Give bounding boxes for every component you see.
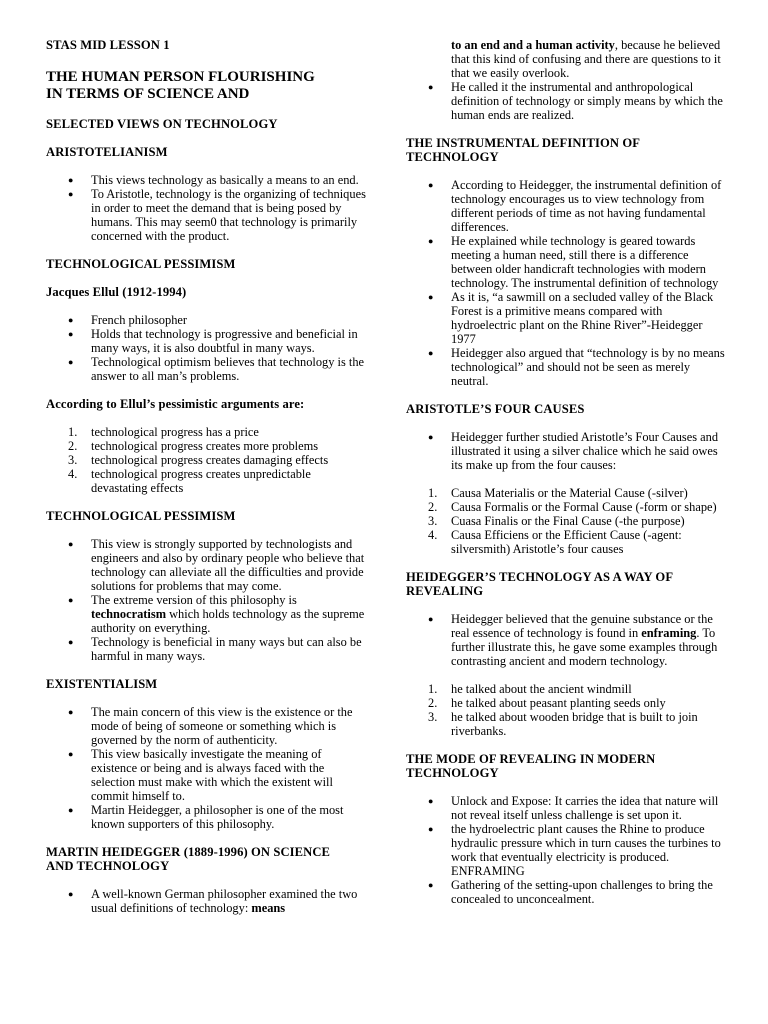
- page-title-line2: IN TERMS OF SCIENCE AND: [46, 86, 250, 102]
- four-causes-intro-list: [406, 430, 730, 472]
- bullet-icon: ●: [68, 175, 74, 185]
- bullet-icon: ●: [428, 432, 434, 442]
- ellul-arguments-list: [46, 425, 370, 495]
- page-title-line1: THE HUMAN PERSON FLOURISHING: [46, 69, 315, 85]
- modern-heading-line2: TECHNOLOGY: [406, 766, 499, 780]
- selected-views-heading: SELECTED VIEWS ON TECHNOLOGY: [46, 117, 278, 131]
- list-item: 1. Causa Materialis or the Material Cause (-silver): [428, 486, 688, 500]
- list-item: 2. technological progress creates more problems: [68, 439, 319, 453]
- list-item: 2. he talked about peasant planting seeds only: [428, 696, 666, 710]
- heidegger-list: [46, 887, 370, 915]
- tech-pessimism-heading-2: TECHNOLOGICAL PESSIMISM: [46, 509, 236, 523]
- list-item: ● Heidegger believed that the genuine substance or the real essence of technology is found in enframing. To further illustrate this, he gave some examples through contrasting ancient and modern technology.: [428, 612, 718, 668]
- list-item: ● French philosopher: [68, 313, 188, 327]
- bullet-icon: ●: [428, 180, 434, 190]
- right-column-content: [406, 38, 730, 906]
- list-item: 3. technological progress creates damaging effects: [68, 453, 329, 467]
- instrumental-heading-line1: THE INSTRUMENTAL DEFINITION OF: [406, 136, 641, 150]
- aristotelianism-list: [46, 173, 370, 243]
- ellul-list: [46, 313, 370, 383]
- list-item: ● This view basically investigate the meaning of existence or being and is always faced with the selection must make with which the existent will commit himself to.: [68, 747, 333, 803]
- list-item: to an end and a human activity, because he believed that this kind of confusing and there are questions to it that we easily overlook.: [451, 38, 721, 80]
- revealing-list: [406, 612, 730, 668]
- four-causes-list: [406, 486, 730, 556]
- bullet-icon: ●: [428, 614, 434, 624]
- list-item: ● This view is strongly supported by technologists and engineers and also by ordinary people who believe that technology can alleviate all the difficulties and provide solutions for problems that may come.: [68, 537, 365, 593]
- ellul-subheading: Jacques Ellul (1912-1994): [46, 285, 187, 299]
- bullet-icon: ●: [428, 824, 434, 834]
- bullet-icon: ●: [428, 348, 434, 358]
- bullet-icon: ●: [68, 357, 74, 367]
- heidegger-heading-line1: MARTIN HEIDEGGER (1889-1996) ON SCIENCE: [46, 845, 331, 859]
- existentialism-list: [46, 705, 370, 831]
- list-item: ● A well-known German philosopher examined the two usual definitions of technology: means: [68, 887, 358, 915]
- bullet-icon: ●: [68, 637, 74, 647]
- bullet-icon: ●: [428, 292, 434, 302]
- list-item: 4. technological progress creates unpredictable devastating effects: [68, 467, 311, 495]
- tech-pessimism-list: [46, 537, 370, 663]
- list-item: 2. Causa Formalis or the Formal Cause (-form or shape): [428, 500, 717, 514]
- list-item: ● As it is, “a sawmill on a secluded valley of the Black Forest is a primitive means compared with hydroelectric plant on the Rhine River”-Heidegger 1977: [428, 290, 714, 346]
- bullet-icon: ●: [68, 889, 74, 899]
- revealing-heading-line2: REVEALING: [406, 584, 484, 598]
- list-item: ● He explained while technology is geared towards meeting a human need, still there is a difference between older handicraft technologies with modern technology. The instrumental definition of technology: [428, 234, 719, 290]
- list-item: ● Unlock and Expose: It carries the idea that nature will not reveal itself unless challenge is set upon it.: [428, 794, 719, 822]
- bullet-icon: ●: [428, 796, 434, 806]
- bullet-icon: ●: [428, 880, 434, 890]
- bullet-icon: ●: [68, 749, 74, 759]
- existentialism-heading: EXISTENTIALISM: [46, 677, 158, 691]
- lesson-label: STAS MID LESSON 1: [46, 38, 170, 52]
- bullet-icon: ●: [68, 189, 74, 199]
- list-item: ● Heidegger further studied Aristotle’s Four Causes and illustrated it using a silver chalice which he said owes its make up from the four causes:: [428, 430, 719, 472]
- list-item: ● Gathering of the setting-upon challenges to bring the concealed to unconcealment.: [428, 878, 713, 906]
- list-item: ● Technological optimism believes that technology is the answer to all man’s problems.: [68, 355, 365, 383]
- list-item: ● To Aristotle, technology is the organizing of techniques in order to meet the demand that is being posed by humans. This may seem0 that technology is primarily concerned with the product.: [68, 187, 366, 243]
- heidegger-continued-list: [406, 38, 730, 122]
- bullet-icon: ●: [68, 315, 74, 325]
- bullet-icon: ●: [68, 329, 74, 339]
- revealing-examples-list: [406, 682, 730, 738]
- list-item: ● The extreme version of this philosophy is technocratism which holds technology as the supreme authority on everything.: [68, 593, 365, 635]
- list-item: ● He called it the instrumental and anthropological definition of technology or simply means by which the human ends are realized.: [428, 80, 723, 122]
- instrumental-heading-line2: TECHNOLOGY: [406, 150, 499, 164]
- list-item: 3. Cuasa Finalis or the Final Cause (-the purpose): [428, 514, 685, 528]
- list-item: ● According to Heidegger, the instrumental definition of technology encourages us to view technology from different periods of time as not having fundamental differences.: [428, 178, 722, 234]
- list-item: 4. Causa Efficiens or the Efficient Cause (-agent: silversmith) Aristotle’s four causes: [428, 528, 682, 556]
- instrumental-list: [406, 178, 730, 388]
- list-item: ● the hydroelectric plant causes the Rhine to produce hydraulic pressure which in turn causes the turbines to work that eventually electricity is produced. ENFRAMING: [428, 822, 721, 878]
- list-item: ● Technology is beneficial in many ways but can also be harmful in many ways.: [68, 635, 362, 663]
- tech-pessimism-heading: TECHNOLOGICAL PESSIMISM: [46, 257, 236, 271]
- bullet-icon: ●: [428, 236, 434, 246]
- revealing-heading-line1: HEIDEGGER’S TECHNOLOGY AS A WAY OF: [406, 570, 674, 584]
- bullet-icon: ●: [68, 539, 74, 549]
- list-item: 3. he talked about wooden bridge that is built to join riverbanks.: [428, 710, 698, 738]
- bullet-icon: ●: [68, 595, 74, 605]
- four-causes-heading: ARISTOTLE’S FOUR CAUSES: [406, 402, 585, 416]
- heidegger-heading-line2: AND TECHNOLOGY: [46, 859, 170, 873]
- list-item: 1. technological progress has a price: [68, 425, 259, 439]
- bullet-icon: ●: [68, 707, 74, 717]
- technocratism-term: technocratism: [91, 607, 167, 621]
- bullet-icon: ●: [428, 82, 434, 92]
- list-item: ● Heidegger also argued that “technology is by no means technological” and should not be seen as merely neutral.: [428, 346, 725, 388]
- bullet-icon: ●: [68, 805, 74, 815]
- list-item: 1. he talked about the ancient windmill: [428, 682, 632, 696]
- list-item: ● The main concern of this view is the existence or the mode of being of someone or something which is governed by the norm of authenticity.: [68, 705, 353, 747]
- enframing-term: enframing: [641, 626, 697, 640]
- modern-heading-line1: THE MODE OF REVEALING IN MODERN: [406, 752, 656, 766]
- aristotelianism-heading: ARISTOTELIANISM: [46, 145, 168, 159]
- left-column-content: [46, 38, 370, 915]
- ellul-arguments-heading: According to Ellul’s pessimistic arguments are:: [46, 397, 305, 411]
- modern-list: [406, 794, 730, 906]
- list-item: ● Martin Heidegger, a philosopher is one of the most known supporters of this philosophy.: [68, 803, 344, 831]
- list-item: ● This views technology as basically a means to an end.: [68, 173, 359, 187]
- list-item: ● Holds that technology is progressive and beneficial in many ways, it is also doubtful in many ways.: [68, 327, 358, 355]
